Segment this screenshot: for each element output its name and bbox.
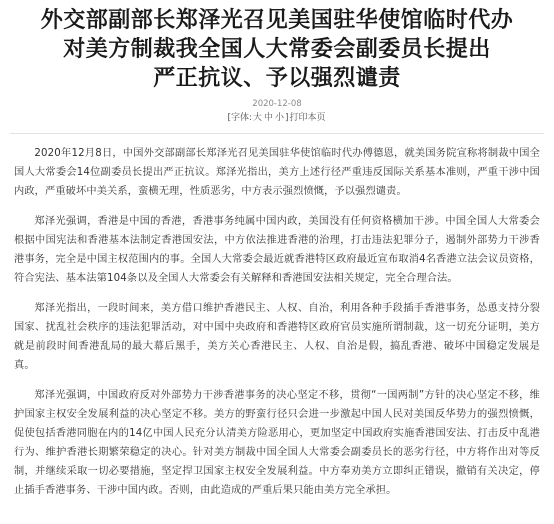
font-size-small-link[interactable]: 小 — [275, 113, 285, 123]
font-size-close: ] — [285, 113, 289, 123]
publish-date: 2020-12-08 — [252, 99, 302, 109]
article-title-line-3: 严正抗议、予以强烈谴责 — [153, 66, 401, 91]
article-tools — [0, 112, 554, 125]
article-paragraph-1: 2020年12月8日，中国外交部副部长郑泽光召见美国驻华使馆临时代办傅德恩，就美国务院宣称将制裁中国全国人大常委会14位副委员长提出严正抗议。郑泽光指出，美方上述行径严重违反国际关系基本准则，严重干涉中国内政，严重破坏中美关系，蛮横无理，性质恶劣，中方表示强烈愤慨，予以强烈谴责。 — [14, 148, 540, 197]
article-paragraph-2: 郑泽光强调，香港是中国的香港，香港事务纯属中国内政，美国没有任何资格横加干涉。中国全国人大常委会根据中国宪法和香港基本法制定香港国安法，中方依法推进香港的治理，打击违法犯罪分子，遏制外部势力干涉香港事务，完全是中国主权范围内的事。全国人大常委会最近就香港特区政府最近宣布取消4名香港立法会议员资格，符合宪法、基本法第104条以及全国人大常委会有关解释和香港国安法相关规定，完全合理合法。 — [14, 216, 540, 284]
article-title — [0, 0, 554, 93]
font-size-medium-link[interactable]: 中 — [264, 113, 274, 123]
article-paragraph-3: 郑泽光指出，一段时间来，美方借口维护香港民主、人权、自治，利用各种手段插手香港事务，怂恿支持分裂国家、扰乱社会秩序的违法犯罪活动，对中国中央政府和香港特区政府官员实施所谓制裁，这一切充分证明，美方就是前段时间香港乱局的最大幕后黑手，美方关心香港民主、人权、自治是假，搞乱香港、破坏中国稳定发展是真。 — [14, 303, 540, 371]
article-title-line-2: 对美方制裁我全国人大常委会副委员长提出 — [63, 37, 491, 62]
article-title-line-1: 外交部副部长郑泽光召见美国驻华使馆临时代办 — [40, 8, 514, 33]
article-paragraph-4: 郑泽光强调，中国政府反对外部势力干涉香港事务的决心坚定不移，贯彻“一国两制”方针的决心坚定不移，维护国家主权安全发展利益的决心坚定不移。美方的野蛮行径只会进一步激起中国人民对美国反华势力的强烈愤慨，促使包括香港同胞在内的14亿中国人民充分认清美方险恶用心，更加坚定中国政府实施香港国安法、打击反中乱港行为、维护香港长期繁荣稳定的决心。针对美方制裁中国全国人大常委会副委员长的恶劣行径，中方将作出对等反制，并继续采取一切必要措施，坚定捍卫国家主权安全发展利益。中方奉劝美方立即纠正错误，撤销有关决定，停止插手香港事务、干涉中国内政。否则，由此造成的严重后果只能由美方完全承担。 — [14, 390, 540, 496]
article-body — [0, 134, 554, 500]
font-size-large-link[interactable]: 大 — [252, 113, 262, 123]
print-page-link[interactable]: 打印本页 — [289, 113, 326, 123]
font-size-label: [字体: — [227, 113, 252, 123]
